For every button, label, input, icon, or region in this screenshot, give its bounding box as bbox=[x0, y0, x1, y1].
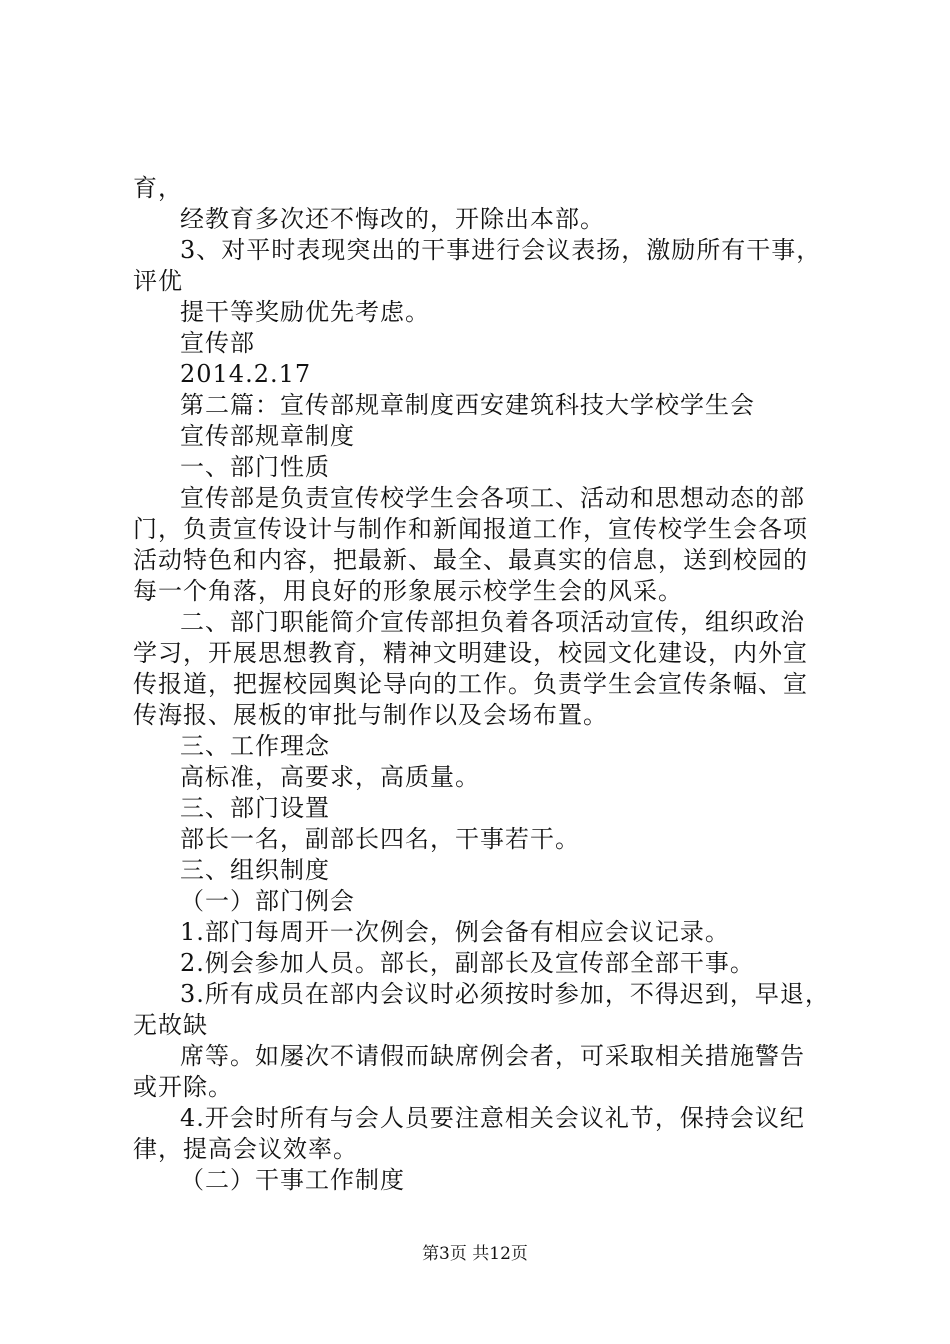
text-line: 评优 bbox=[133, 267, 183, 295]
text-line: （一）部门例会 bbox=[180, 887, 355, 915]
text-line: 每一个角落，用良好的形象展示校学生会的风采。 bbox=[133, 577, 683, 605]
text-line: 传海报、展板的审批与制作以及会场布置。 bbox=[133, 701, 608, 729]
text-line: 席等。如屡次不请假而缺席例会者，可采取相关措施警告 bbox=[180, 1042, 805, 1070]
text-line: 4.开会时所有与会人员要注意相关会议礼节，保持会议纪 bbox=[180, 1104, 805, 1132]
text-line: 门，负责宣传设计与制作和新闻报道工作，宣传校学生会各项 bbox=[133, 515, 808, 543]
text-line: 高标准，高要求，高质量。 bbox=[180, 763, 480, 791]
text-line: 学习，开展思想教育，精神文明建设，校园文化建设，内外宣 bbox=[133, 639, 808, 667]
text-line: 3、对平时表现突出的干事进行会议表扬，激励所有干事， bbox=[180, 236, 822, 264]
text-line: 律，提高会议效率。 bbox=[133, 1135, 358, 1163]
text-line: 三、工作理念 bbox=[180, 732, 330, 760]
text-line: 第二篇：宣传部规章制度西安建筑科技大学校学生会 bbox=[180, 391, 755, 419]
text-line: 三、组织制度 bbox=[180, 856, 330, 884]
text-line: 3.所有成员在部内会议时必须按时参加，不得迟到，早退， bbox=[180, 980, 830, 1008]
text-line: 二、部门职能简介宣传部担负着各项活动宣传，组织政治 bbox=[180, 608, 805, 636]
text-line: 育， bbox=[133, 174, 183, 202]
text-line: 三、部门设置 bbox=[180, 794, 330, 822]
document-body bbox=[133, 173, 833, 1196]
text-line: 提干等奖励优先考虑。 bbox=[180, 298, 430, 326]
page-footer: 第3页 共12页 bbox=[422, 1244, 528, 1264]
text-line: 部长一名，副部长四名，干事若干。 bbox=[180, 825, 580, 853]
text-line: （二）干事工作制度 bbox=[180, 1166, 405, 1194]
text-line: 宣传部规章制度 bbox=[180, 422, 355, 450]
text-line: 无故缺 bbox=[133, 1011, 208, 1039]
text-line: 经教育多次还不悔改的，开除出本部。 bbox=[180, 205, 605, 233]
text-line: 或开除。 bbox=[133, 1073, 233, 1101]
text-line: 宣传部 bbox=[180, 329, 255, 357]
text-line: 活动特色和内容，把最新、最全、最真实的信息，送到校园的 bbox=[133, 546, 808, 574]
text-line: 2.例会参加人员。部长，副部长及宣传部全部干事。 bbox=[180, 949, 755, 977]
text-line: 宣传部是负责宣传校学生会各项工、活动和思想动态的部 bbox=[180, 484, 805, 512]
text-line: 1.部门每周开一次例会，例会备有相应会议记录。 bbox=[180, 918, 730, 946]
text-line: 一、部门性质 bbox=[180, 453, 330, 481]
text-line: 传报道，把握校园舆论导向的工作。负责学生会宣传条幅、宣 bbox=[133, 670, 808, 698]
text-line: 2014.2.17 bbox=[180, 360, 312, 388]
